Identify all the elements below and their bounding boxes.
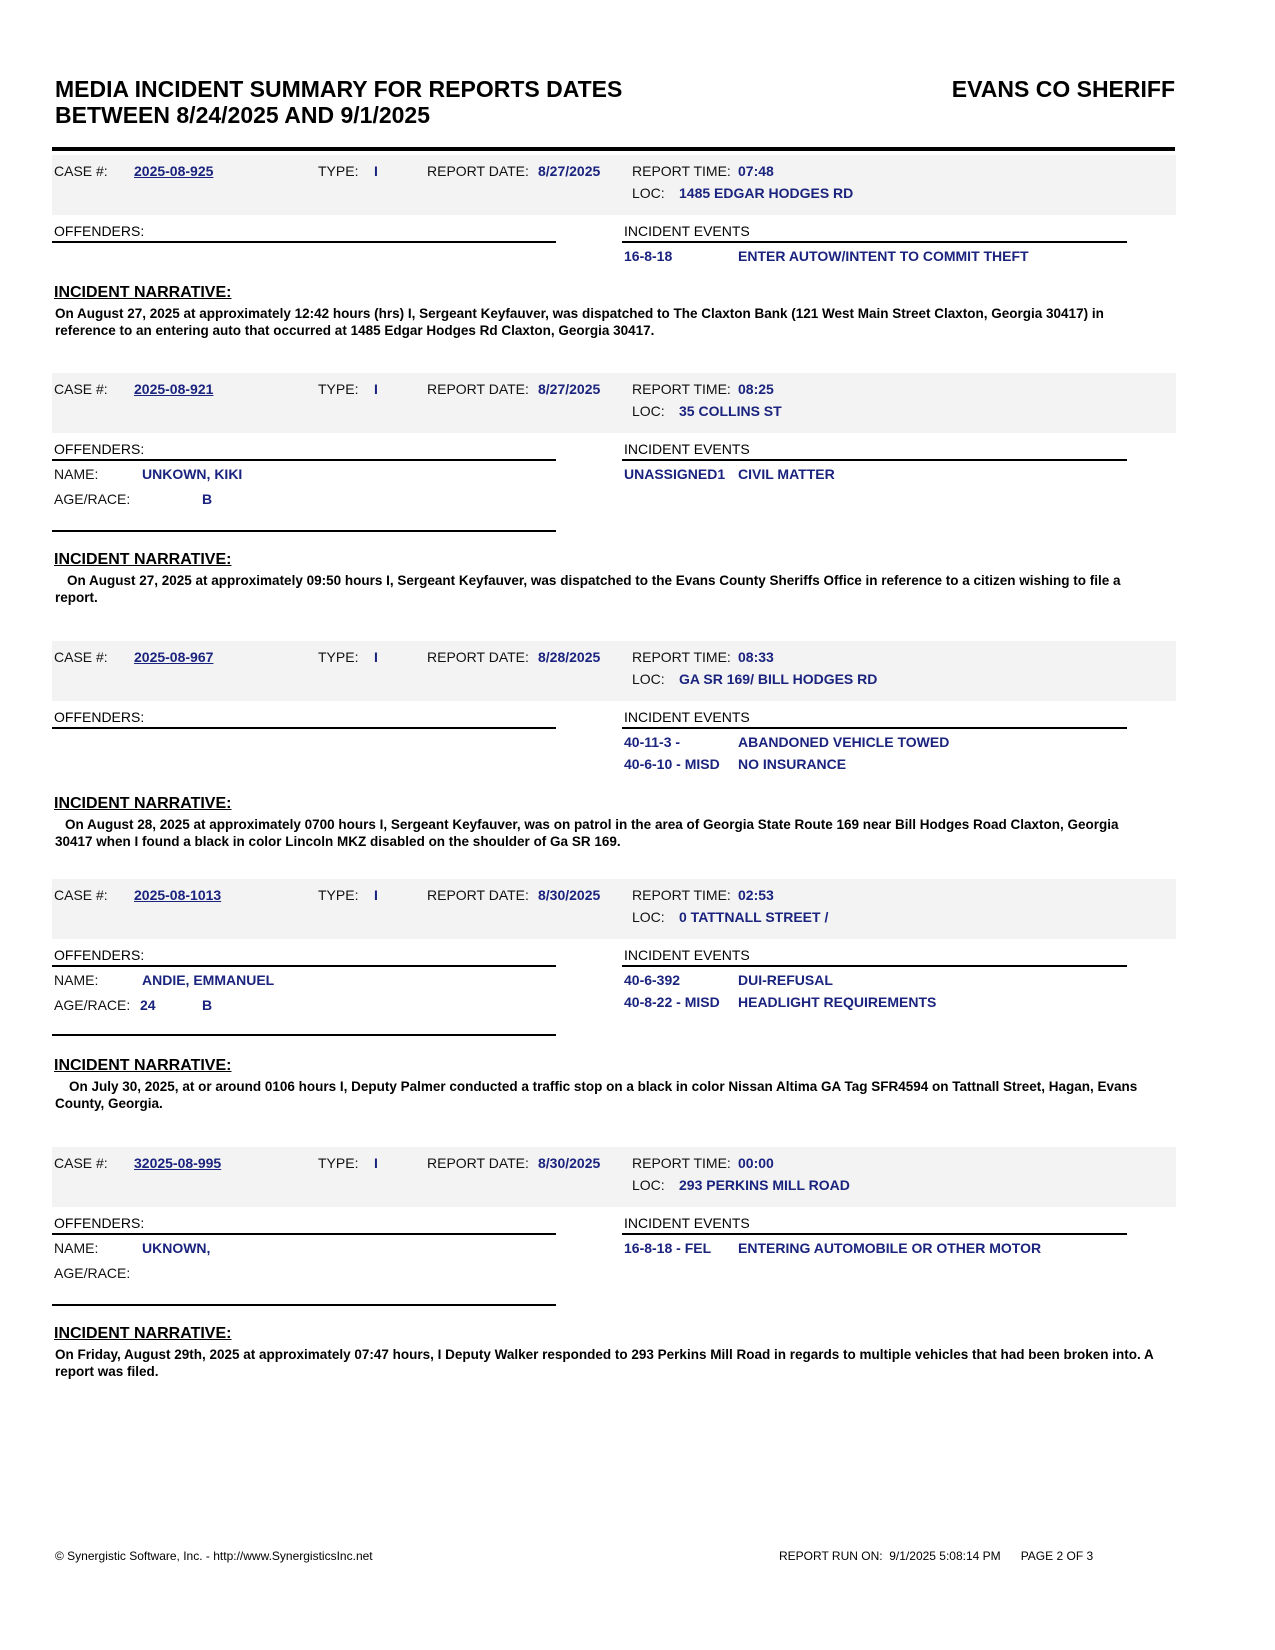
offenders-heading: OFFENDERS: [54,1215,145,1231]
offenders-heading: OFFENDERS: [54,709,145,725]
type-value: I [374,887,378,903]
loc-label: LOC: [632,671,665,687]
offender-bottom-divider [52,1034,556,1036]
report-time-label: REPORT TIME: [632,649,731,665]
case-header-band [52,641,1176,701]
type-value: I [374,163,378,179]
report-time-value: 08:25 [738,381,774,397]
event-description: ENTERING AUTOMOBILE OR OTHER MOTOR [738,1240,1042,1256]
case-block [52,1147,1176,1379]
report-date-value: 8/28/2025 [538,649,601,665]
offenders-heading: OFFENDERS: [54,223,145,239]
type-value: I [374,381,378,397]
type-label: TYPE: [318,1155,359,1171]
event-description: CIVIL MATTER [738,466,835,482]
report-time-label: REPORT TIME: [632,381,731,397]
offenders-divider [52,727,556,729]
report-date-label: REPORT DATE: [427,649,529,665]
report-run-label: REPORT RUN ON: [779,1549,883,1563]
offender-race: B [202,997,213,1013]
incident-events-heading: INCIDENT EVENTS [624,947,750,963]
incident-events-heading: INCIDENT EVENTS [624,1215,750,1231]
page-indicator: PAGE 2 OF 3 [1020,1549,1094,1563]
events-divider [622,727,1127,729]
event-code: 40-8-22 - MISD [624,994,720,1010]
case-details [52,433,1176,605]
report-title-line1: MEDIA INCIDENT SUMMARY FOR REPORTS DATES [55,76,623,102]
offender-bottom-divider [52,530,556,532]
incident-events-heading: INCIDENT EVENTS [624,223,750,239]
narrative-text: On August 28, 2025 at approximately 0700 hours I, Sergeant Keyfauver, was on patrol in the area of Georgia State Route 169 near Bill Hodges Road Claxton, Georgia 30417 when I found a black in color Lincoln MKZ disabled on the shoulder of Ga SR 169. [55,817,1119,849]
report-date-label: REPORT DATE: [427,887,529,903]
loc-value: 35 COLLINS ST [679,403,782,419]
report-time-value: 08:33 [738,649,774,665]
offender-race: B [202,491,213,507]
case-details [52,215,1176,375]
loc-value: 0 TATTNALL STREET / [679,909,829,925]
footer-copyright: © Synergistic Software, Inc. - http://www.SynergisticsInc.net [55,1549,373,1563]
case-label: CASE #: [54,887,108,903]
case-number-link[interactable]: 2025-08-967 [134,649,214,665]
offender-age: 24 [140,997,156,1013]
loc-label: LOC: [632,185,665,201]
report-time-label: REPORT TIME: [632,163,731,179]
event-code: 40-11-3 - [624,734,681,750]
events-divider [622,459,1127,461]
incident-events-heading: INCIDENT EVENTS [624,441,750,457]
report-date-label: REPORT DATE: [427,1155,529,1171]
footer-run-info [779,1549,1093,1563]
type-label: TYPE: [318,887,359,903]
narrative-text: On August 27, 2025 at approximately 12:42 hours (hrs) I, Sergeant Keyfauver, was dispatched to The Claxton Bank (121 West Main Street Claxton, Georgia 30417) in reference to an entering auto that occurred at 1485 Edgar Hodges Rd Claxton, Georgia 30417. [55,306,1104,338]
report-run-value: 9/1/2025 5:08:14 PM [889,1549,1001,1563]
report-date-value: 8/27/2025 [538,163,601,179]
event-code: UNASSIGNED1 [624,466,726,482]
case-header-band [52,373,1176,433]
event-description: NO INSURANCE [738,756,847,772]
age-race-label: AGE/RACE: [54,997,131,1013]
case-label: CASE #: [54,163,108,179]
loc-label: LOC: [632,909,665,925]
case-label: CASE #: [54,649,108,665]
report-date-value: 8/30/2025 [538,1155,601,1171]
case-block [52,641,1176,861]
incident-events-heading: INCIDENT EVENTS [624,709,750,725]
type-label: TYPE: [318,163,359,179]
report-time-value: 02:53 [738,887,774,903]
case-details [52,939,1176,1111]
report-date-label: REPORT DATE: [427,381,529,397]
offender-name: ANDIE, EMMANUEL [142,972,275,988]
event-description: HEADLIGHT REQUIREMENTS [738,994,937,1010]
event-code: 40-6-10 - MISD [624,756,720,772]
events-divider [622,1233,1127,1235]
event-description: DUI-REFUSAL [738,972,833,988]
header-divider [52,147,1175,151]
report-time-value: 00:00 [738,1155,774,1171]
case-header-band [52,155,1176,215]
narrative-heading: INCIDENT NARRATIVE: [54,1057,232,1074]
narrative-heading: INCIDENT NARRATIVE: [54,1325,232,1342]
report-title [55,76,695,128]
name-label: NAME: [54,972,99,988]
case-block [52,155,1176,375]
age-race-label: AGE/RACE: [54,1265,131,1281]
report-time-label: REPORT TIME: [632,887,731,903]
report-time-label: REPORT TIME: [632,1155,731,1171]
loc-label: LOC: [632,1177,665,1193]
events-divider [622,241,1127,243]
events-divider [622,965,1127,967]
loc-value: GA SR 169/ BILL HODGES RD [679,671,878,687]
type-value: I [374,1155,378,1171]
case-label: CASE #: [54,1155,108,1171]
case-header-band [52,1147,1176,1207]
report-time-value: 07:48 [738,163,774,179]
report-title-line2: BETWEEN 8/24/2025 AND 9/1/2025 [55,102,430,128]
report-date-value: 8/30/2025 [538,887,601,903]
case-details [52,1207,1176,1379]
loc-value: 293 PERKINS MILL ROAD [679,1177,850,1193]
narrative-text: On August 27, 2025 at approximately 09:50 hours I, Sergeant Keyfauver, was dispatched to the Evans County Sheriffs Office in reference to a citizen wishing to file a report. [55,573,1121,605]
agency-name: EVANS CO SHERIFF [951,76,1175,102]
report-date-label: REPORT DATE: [427,163,529,179]
case-number-link[interactable]: 32025-08-995 [134,1155,222,1171]
narrative-text: On Friday, August 29th, 2025 at approximately 07:47 hours, I Deputy Walker responded to 293 Perkins Mill Road in regards to multiple vehicles that had been broken into. A report was filed. [55,1347,1154,1379]
loc-label: LOC: [632,403,665,419]
type-value: I [374,649,378,665]
case-label: CASE #: [54,381,108,397]
report-date-value: 8/27/2025 [538,381,601,397]
offenders-divider [52,965,556,967]
offenders-divider [52,241,556,243]
loc-value: 1485 EDGAR HODGES RD [679,185,854,201]
offenders-heading: OFFENDERS: [54,947,145,963]
offender-name: UKNOWN, [142,1240,211,1256]
narrative-text: On July 30, 2025, at or around 0106 hours I, Deputy Palmer conducted a traffic stop on a black in color Nissan Altima GA Tag SFR4594 on Tattnall Street, Hagan, Evans County, Georgia. [55,1079,1138,1111]
event-code: 40-6-392 [624,972,681,988]
case-number-link[interactable]: 2025-08-925 [134,163,214,179]
name-label: NAME: [54,466,99,482]
narrative-heading: INCIDENT NARRATIVE: [54,551,232,568]
event-code: 16-8-18 [624,248,673,264]
offenders-divider [52,459,556,461]
age-race-label: AGE/RACE: [54,491,131,507]
type-label: TYPE: [318,649,359,665]
event-description: ABANDONED VEHICLE TOWED [738,734,950,750]
narrative-heading: INCIDENT NARRATIVE: [54,284,232,301]
event-description: ENTER AUTOW/INTENT TO COMMIT THEFT [738,248,1029,264]
case-number-link[interactable]: 2025-08-921 [134,381,214,397]
event-code: 16-8-18 - FEL [624,1240,712,1256]
case-number-link[interactable]: 2025-08-1013 [134,887,222,903]
offender-name: UNKOWN, KIKI [142,466,243,482]
case-block [52,373,1176,605]
type-label: TYPE: [318,381,359,397]
offender-bottom-divider [52,1304,556,1306]
case-block [52,879,1176,1111]
case-details [52,701,1176,861]
narrative-heading: INCIDENT NARRATIVE: [54,795,232,812]
offenders-divider [52,1233,556,1235]
offenders-heading: OFFENDERS: [54,441,145,457]
name-label: NAME: [54,1240,99,1256]
case-header-band [52,879,1176,939]
